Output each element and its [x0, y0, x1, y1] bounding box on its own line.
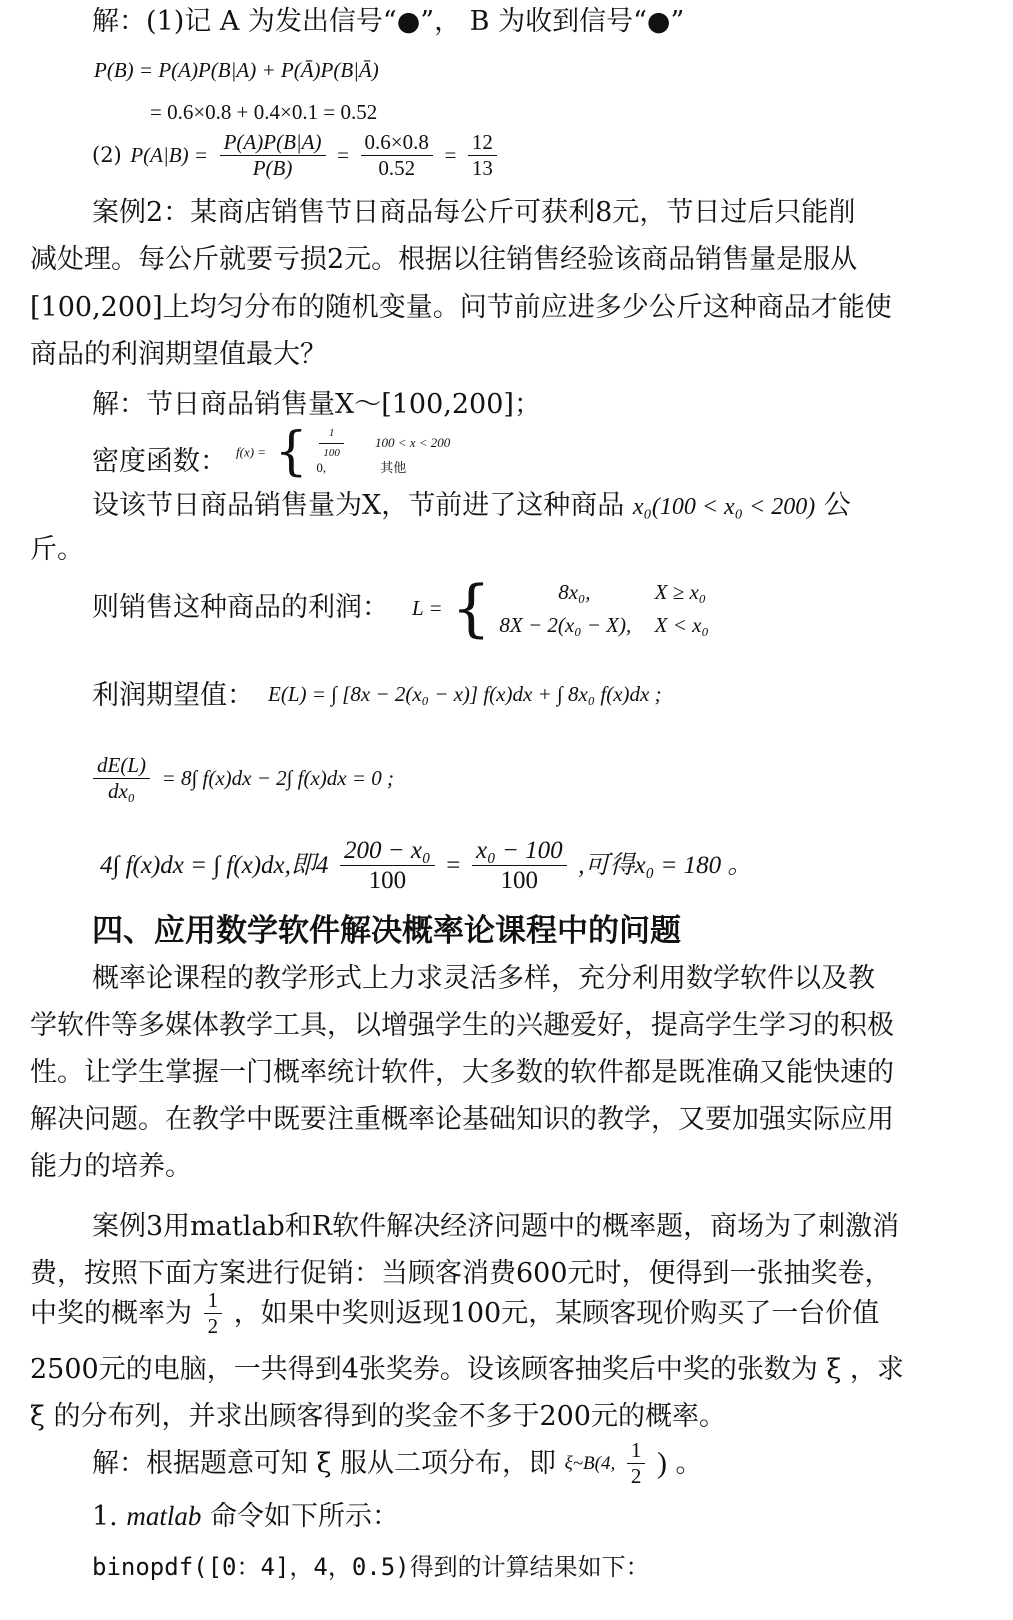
matlab-label: 1. matlab 命令如下所示： [92, 1501, 399, 1532]
formula-pb: P(B) = P(A)P(B|A) + P(Ā)P(B|Ā) [94, 58, 379, 82]
profit-function: L = { 8x₀, X ≥ x₀ 8X − 2(x₀ − X), X < x₀ [412, 571, 709, 645]
profit-label: 则销售这种商品的利润： [92, 592, 389, 623]
case2-solution: 解：节日商品销售量X～[100,200]； [92, 389, 541, 420]
derivative-fraction: $\frac{dE(L)}{\text{dx₀}}$ [93, 755, 150, 802]
matlab-command: binopdf([0：4]，4，0.5)得到的计算结果如下： [92, 1553, 650, 1581]
assumption-line-2: 斤。 [30, 534, 84, 565]
case3-para-2: 费，按照下面方案进行促销：当顾客消费600元时，便得到一张抽奖卷， [30, 1258, 892, 1289]
case2-para-1: 案例2：某商店销售节日商品每公斤可获利8元，节日过后只能削 [92, 197, 856, 228]
section4-para-1: 概率论课程的教学形式上力求灵活多样，充分利用数学软件以及教 [92, 963, 875, 994]
formula-pab: (2) P(A|B) = $\frac{P(A)P(B|A)}{P(B)}$ = $\frac{0.6\times 0.8}{0.52}$ = $\frac{12}{13}$ [92, 132, 500, 179]
case2-para-4: 商品的利润期望值最大？ [30, 339, 327, 370]
fraction-values: $\frac{0.6\times 0.8}{0.52}$ [361, 132, 433, 179]
case3-solution: 解：根据题意可知 ξ 服从二项分布，即 ξ~B(4, $\frac{1}{2}$ ) 。 [92, 1438, 703, 1488]
solution-line-1: 解：(1)记 A 为发出信号“●”， B 为收到信号“●” [92, 6, 685, 37]
expectation-formula: E(L) = ∫ [8x − 2(x₀ − x)] f(x)dx + ∫ 8x₀ f(x)dx ; [268, 682, 662, 706]
fraction-bayes: $\frac{P(A)P(B|A)}{P(B)}$ [220, 132, 326, 179]
pab-lhs: P(A|B) = [130, 143, 209, 167]
binomial-half: $\frac{1}{2}$ [627, 1440, 646, 1487]
formula-pb-calc: = 0.6×0.8 + 0.4×0.1 = 0.52 [150, 100, 378, 124]
final-fraction-2: $\frac{\text{x₀ − 100}}{100}$ [472, 838, 567, 893]
part-2-label: (2) [92, 143, 122, 167]
density-label: 密度函数： [92, 446, 227, 477]
section4-para-3: 性。让学生掌握一门概率统计软件，大多数的软件都是既准确又能快速的 [30, 1057, 894, 1088]
case2-para-3: [100,200]上均匀分布的随机变量。问节前应进多少公斤这种商品才能使 [30, 292, 892, 323]
section4-para-2: 学软件等多媒体教学工具，以增强学生的兴趣爱好，提高学生学习的积极 [30, 1010, 894, 1041]
section4-para-5: 能力的培养。 [30, 1151, 192, 1182]
case3-para-3: 中奖的概率为 $\frac{1}{2}$ ，如果中奖则返现100元，某顾客现价购买了一台价值 [30, 1288, 880, 1338]
final-equation: 4∫ f(x)dx = ∫ f(x)dx,即4 $\frac{\text{200 − x₀}}{100}$ = $\frac{\text{x₀ − 100}}{100}$ ,可得x₀ = 180 。 [100, 837, 753, 894]
assumption-line: 设该节日商品销售量为X，节前进了这种商品 x₀(100 < x₀ < 200) 公 [92, 490, 851, 521]
case2-para-2: 减处理。每公斤就要亏损2元。根据以往销售经验该商品销售量是服从 [30, 244, 858, 275]
final-fraction-1: $\frac{\text{200 − x₀}}{100}$ [340, 838, 435, 893]
case3-para-5: ξ 的分布列，并求出顾客得到的奖金不多于200元的概率。 [30, 1401, 726, 1432]
fraction-result: $\frac{12}{13}$ [468, 132, 497, 179]
expectation-label: 利润期望值： [92, 680, 254, 711]
case3-para-4: 2500元的电脑，一共得到4张奖券。设该顾客抽奖后中奖的张数为 ξ ，求 [30, 1354, 904, 1385]
probability-half: $\frac{1}{2}$ [204, 1290, 223, 1337]
section-heading: 四、应用数学软件解决概率论课程中的问题 [92, 913, 681, 949]
case3-para-1: 案例3用matlab和R软件解决经济问题中的概率题，商场为了刺激消 [92, 1211, 900, 1242]
section4-para-4: 解决问题。在教学中既要注重概率论基础知识的教学，又要加强实际应用 [30, 1104, 894, 1135]
density-function: f(x) = { $\frac{1}{100}$ 100 < x < 200 0, 其他 [236, 422, 451, 482]
derivative-equation: $\frac{dE(L)}{\text{dx₀}}$ = 8∫ f(x)dx − 2∫ f(x)dx = 0 ; [90, 755, 394, 802]
